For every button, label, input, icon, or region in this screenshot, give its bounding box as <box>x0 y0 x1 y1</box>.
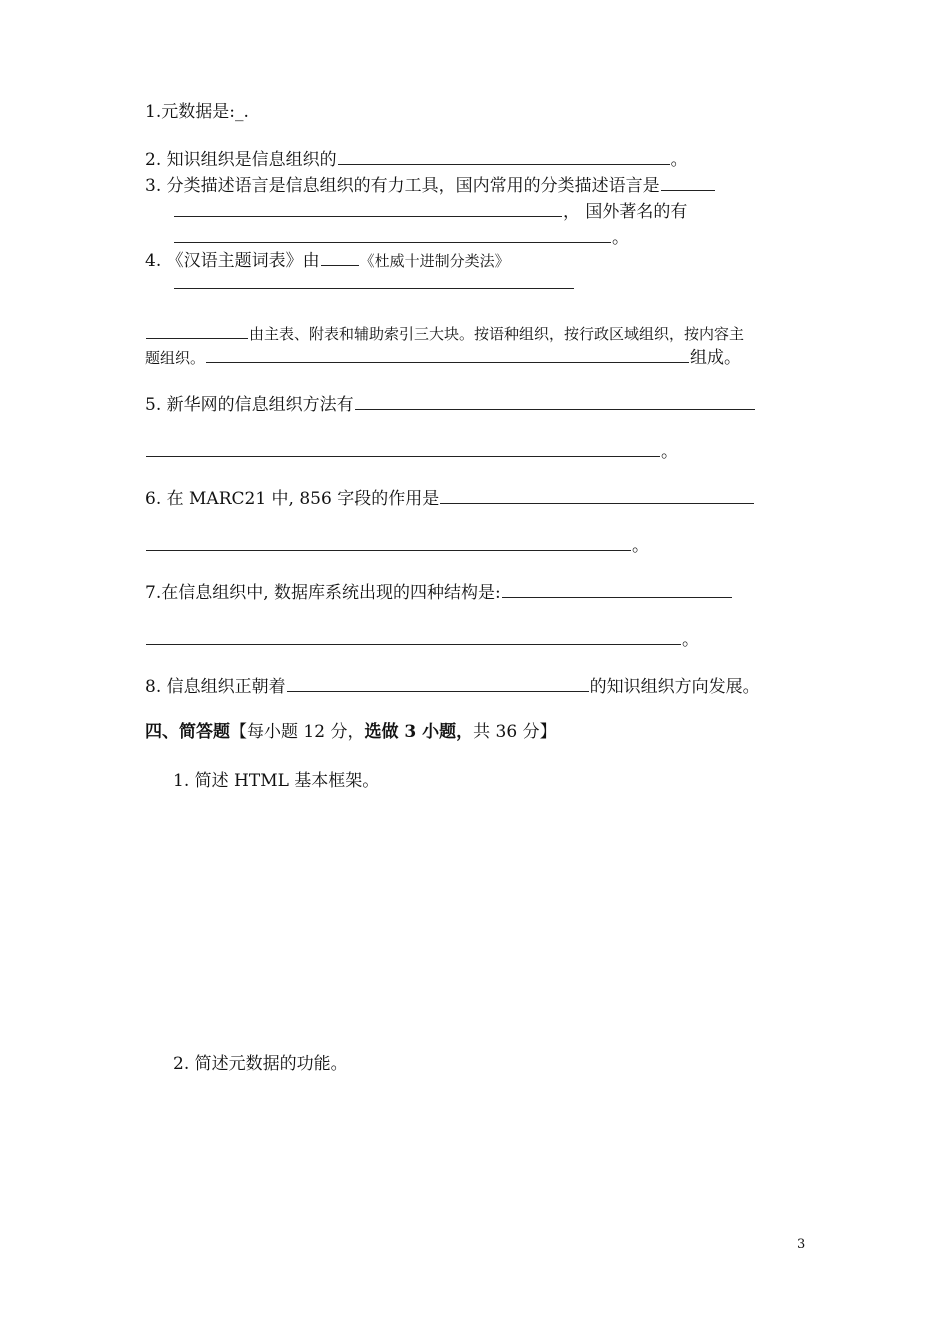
question-3-text: 3. 分类描述语言是信息组织的有力工具，国内常用的分类描述语言是 <box>145 176 660 196</box>
question-7-end: 。 <box>682 630 699 650</box>
question-1 <box>145 101 249 123</box>
question-5 <box>145 393 756 416</box>
answer-blank[interactable] <box>146 628 681 645</box>
question-5-end: 。 <box>661 442 678 462</box>
question-6 <box>145 487 755 510</box>
short-answer-item-1-text: 1. 简述 HTML 基本框架。 <box>173 771 380 791</box>
question-4 <box>145 249 510 272</box>
answer-blank[interactable] <box>174 272 574 289</box>
question-4-line4 <box>145 346 741 369</box>
answer-blank[interactable] <box>174 200 562 217</box>
question-5-line2 <box>145 440 678 463</box>
section-4-title-bold: 四、简答题 <box>145 722 230 742</box>
section-4-title-rest: 【每小题 12 分， <box>230 722 365 742</box>
short-answer-item-2 <box>173 1053 348 1075</box>
section-4-title-tail: 共 36 分】 <box>473 722 557 742</box>
short-answer-item-2-text: 2. 简述元数据的功能。 <box>173 1054 348 1074</box>
question-7-text: 7.在信息组织中, 数据库系统出现的四种结构是: <box>145 583 501 603</box>
answer-blank[interactable] <box>174 226 611 243</box>
question-7-line2 <box>145 628 699 651</box>
question-6-end: 。 <box>632 536 649 556</box>
short-answer-item-1 <box>173 770 379 792</box>
answer-blank[interactable] <box>287 675 589 692</box>
question-4-book: 《杜威十进制分类法》 <box>359 252 510 270</box>
answer-blank[interactable] <box>206 346 689 363</box>
answer-blank[interactable] <box>338 148 670 165</box>
question-2 <box>145 148 688 171</box>
section-4-title-bold2: 选做 3 小题， <box>364 722 474 742</box>
question-6-line2 <box>145 534 649 557</box>
question-3-line2 <box>173 200 687 223</box>
question-3-end: 。 <box>612 228 629 248</box>
question-5-text: 5. 新华网的信息组织方法有 <box>145 395 354 415</box>
question-8 <box>145 675 760 698</box>
question-6-text: 6. 在 MARC21 中, 856 字段的作用是 <box>145 489 440 509</box>
answer-blank[interactable] <box>146 440 660 457</box>
answer-blank[interactable] <box>440 487 754 504</box>
answer-blank[interactable] <box>146 322 248 339</box>
page-number: 3 <box>797 1237 806 1252</box>
question-4-line4-end: 组成。 <box>690 348 742 368</box>
question-8-end: 的知识组织方向发展。 <box>589 677 760 697</box>
answer-blank[interactable] <box>502 581 732 598</box>
question-4-line4-start: 题组织。 <box>145 349 206 367</box>
question-3-mid: ， 国外著名的有 <box>563 202 688 222</box>
question-4-line3-text: 由主表、附表和辅助索引三大块。按语种组织，按行政区域组织，按内容主 <box>249 325 745 343</box>
answer-blank[interactable] <box>146 534 631 551</box>
question-1-text: 1.元数据是:_. <box>145 102 249 122</box>
question-3-line3 <box>173 226 629 249</box>
answer-blank[interactable] <box>321 249 359 266</box>
question-2-end: 。 <box>670 150 688 170</box>
question-4-text: 4. 《汉语主题词表》由 <box>145 251 320 271</box>
section-4-heading <box>145 721 557 743</box>
question-4-line3 <box>145 322 744 345</box>
question-8-text: 8. 信息组织正朝着 <box>145 677 286 697</box>
question-4-line2 <box>173 272 575 295</box>
answer-blank[interactable] <box>355 393 755 410</box>
question-3 <box>145 174 716 197</box>
question-2-text: 2. 知识组织是信息组织的 <box>145 150 337 170</box>
question-7 <box>145 581 733 604</box>
answer-blank[interactable] <box>661 174 715 191</box>
